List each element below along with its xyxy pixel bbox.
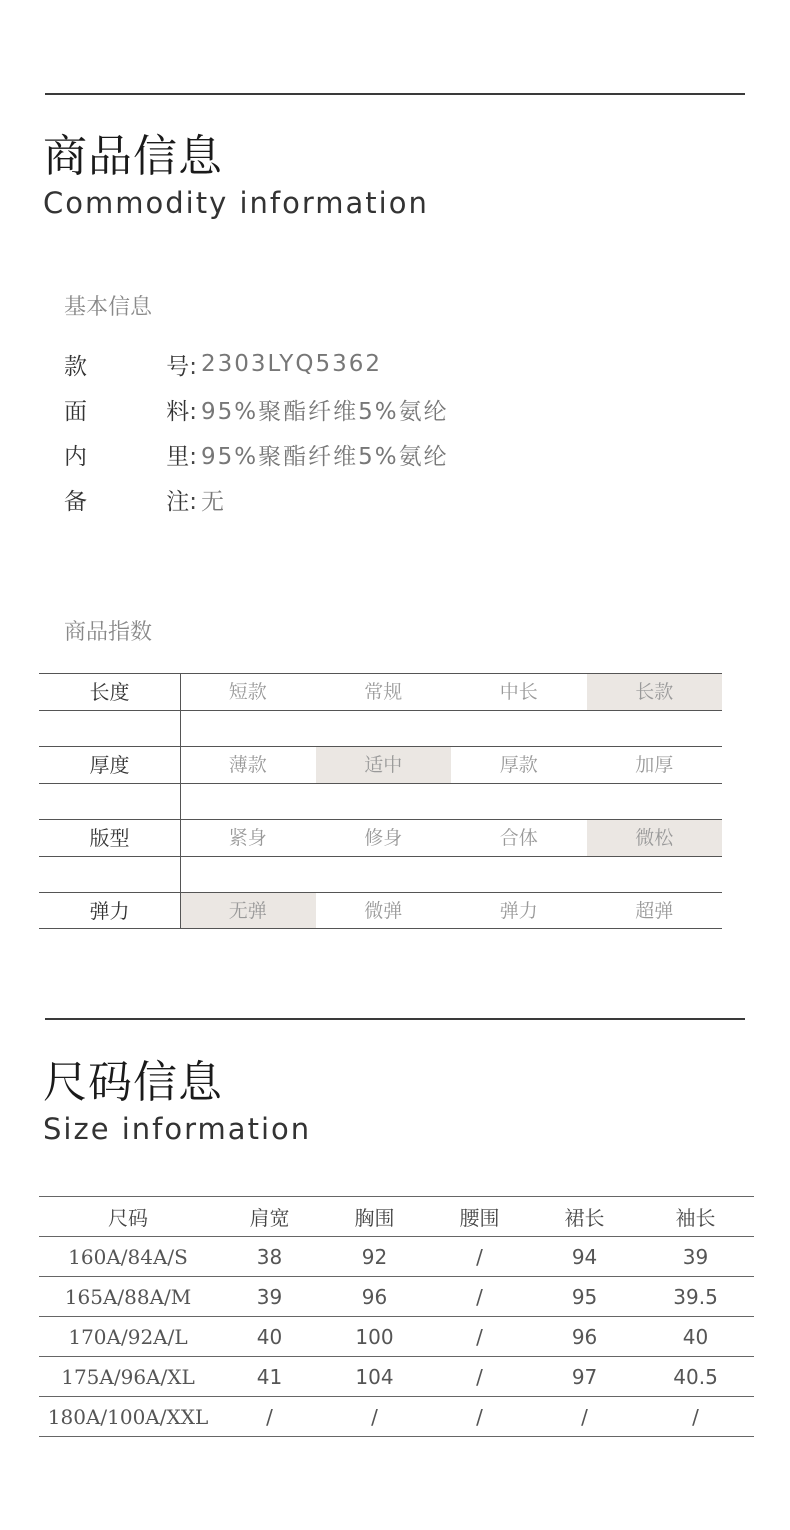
index-row: [39, 673, 722, 710]
basic-info-value: 95%聚酯纤维5%氨纶: [201, 443, 449, 470]
size-label-cell: 165A/88A/M: [39, 1277, 217, 1317]
basic-info-label: [64, 393, 197, 426]
index-spacer-row: [39, 710, 722, 746]
size-value-cell: 40: [637, 1317, 754, 1357]
size-table-body: [39, 1237, 754, 1437]
size-value-cell: 40: [217, 1317, 322, 1357]
size-title-cn: 尺码信息: [43, 1057, 223, 1108]
index-label: 版型: [89, 826, 130, 850]
index-label: 弹力: [89, 899, 130, 923]
index-option: 紧身: [228, 827, 267, 849]
size-row: [39, 1357, 754, 1397]
size-value-cell: 96: [322, 1277, 427, 1317]
basic-info-row: [64, 438, 449, 470]
size-value-cell: 39.5: [637, 1277, 754, 1317]
size-header-cell: 胸围: [322, 1197, 427, 1237]
size-row: [39, 1317, 754, 1357]
basic-info-label: [64, 438, 197, 471]
basic-info-row: [64, 393, 449, 425]
basic-info-label: [64, 483, 197, 516]
label-colon: :: [189, 398, 197, 425]
label-char: 内: [64, 443, 87, 470]
size-label-cell: 175A/96A/XL: [39, 1357, 217, 1397]
size-label-cell: 180A/100A/XXL: [39, 1397, 217, 1437]
commodity-index-table: [39, 673, 722, 929]
size-header-cell: 腰围: [427, 1197, 532, 1237]
index-option: 加厚: [635, 754, 674, 776]
index-option: 厚款: [499, 754, 538, 776]
label-char: 款: [64, 353, 87, 380]
size-divider: [45, 1018, 745, 1020]
size-row: [39, 1277, 754, 1317]
size-value-cell: /: [427, 1357, 532, 1397]
index-option: 薄款: [228, 754, 267, 776]
index-option: 微弹: [364, 900, 403, 922]
size-value-cell: /: [427, 1317, 532, 1357]
index-option-selected: 微松: [587, 820, 723, 856]
size-value-cell: /: [427, 1397, 532, 1437]
label-char: 料: [166, 398, 190, 425]
index-option: 中长: [499, 681, 538, 703]
size-value-cell: /: [427, 1237, 532, 1277]
size-value-cell: 104: [322, 1357, 427, 1397]
size-header-cell: 尺码: [39, 1197, 217, 1237]
size-title-en: Size information: [43, 1112, 312, 1146]
size-header-cell: 肩宽: [217, 1197, 322, 1237]
label-char: 备: [64, 488, 87, 515]
size-value-cell: 92: [322, 1237, 427, 1277]
size-value-cell: /: [532, 1397, 637, 1437]
size-header-cell: 裙长: [532, 1197, 637, 1237]
index-row: [39, 819, 722, 856]
size-value-cell: /: [322, 1397, 427, 1437]
basic-info-row: [64, 348, 382, 380]
size-label-cell: 170A/92A/L: [39, 1317, 217, 1357]
index-option-selected: 适中: [316, 747, 452, 783]
label-char: 号: [166, 353, 190, 380]
size-value-cell: 97: [532, 1357, 637, 1397]
index-option-selected: 无弹: [180, 893, 316, 928]
index-option: 修身: [364, 827, 403, 849]
basic-info-value: 无: [201, 488, 226, 515]
size-value-cell: /: [637, 1397, 754, 1437]
size-value-cell: 39: [637, 1237, 754, 1277]
size-value-cell: /: [427, 1277, 532, 1317]
top-divider: [45, 93, 745, 95]
size-row: [39, 1397, 754, 1437]
basic-info-label: [64, 348, 197, 381]
label-colon: :: [189, 353, 197, 380]
size-value-cell: 96: [532, 1317, 637, 1357]
basic-info-row: [64, 483, 226, 515]
index-option: 超弹: [635, 900, 674, 922]
size-value-cell: 100: [322, 1317, 427, 1357]
label-char: 注: [166, 488, 190, 515]
label-char: 面: [64, 398, 87, 425]
index-heading: 商品指数: [64, 620, 153, 645]
basic-info-value: 2303LYQ5362: [201, 351, 382, 377]
size-value-cell: 41: [217, 1357, 322, 1397]
label-char: 里: [166, 443, 190, 470]
label-colon: :: [189, 443, 197, 470]
size-table-header: [39, 1197, 754, 1237]
index-option: 合体: [499, 827, 538, 849]
basic-info-value: 95%聚酯纤维5%氨纶: [201, 398, 449, 425]
section-title-en: Commodity information: [43, 186, 429, 220]
size-value-cell: 95: [532, 1277, 637, 1317]
size-table: [39, 1196, 754, 1437]
section-title-cn: 商品信息: [43, 131, 223, 182]
size-value-cell: /: [217, 1397, 322, 1437]
index-option: 常规: [364, 681, 403, 703]
size-label-cell: 160A/84A/S: [39, 1237, 217, 1277]
index-label: 长度: [89, 680, 130, 704]
index-option: 短款: [228, 681, 267, 703]
size-value-cell: 38: [217, 1237, 322, 1277]
size-value-cell: 40.5: [637, 1357, 754, 1397]
basic-info-heading: 基本信息: [64, 295, 153, 320]
index-option: 弹力: [499, 900, 538, 922]
size-row: [39, 1237, 754, 1277]
label-colon: :: [189, 488, 197, 515]
index-row: [39, 892, 722, 929]
index-option-selected: 长款: [587, 674, 723, 710]
size-value-cell: 94: [532, 1237, 637, 1277]
index-spacer-row: [39, 783, 722, 819]
size-header-cell: 袖长: [637, 1197, 754, 1237]
index-label: 厚度: [89, 753, 130, 777]
size-value-cell: 39: [217, 1277, 322, 1317]
index-spacer-row: [39, 856, 722, 892]
index-row: [39, 746, 722, 783]
